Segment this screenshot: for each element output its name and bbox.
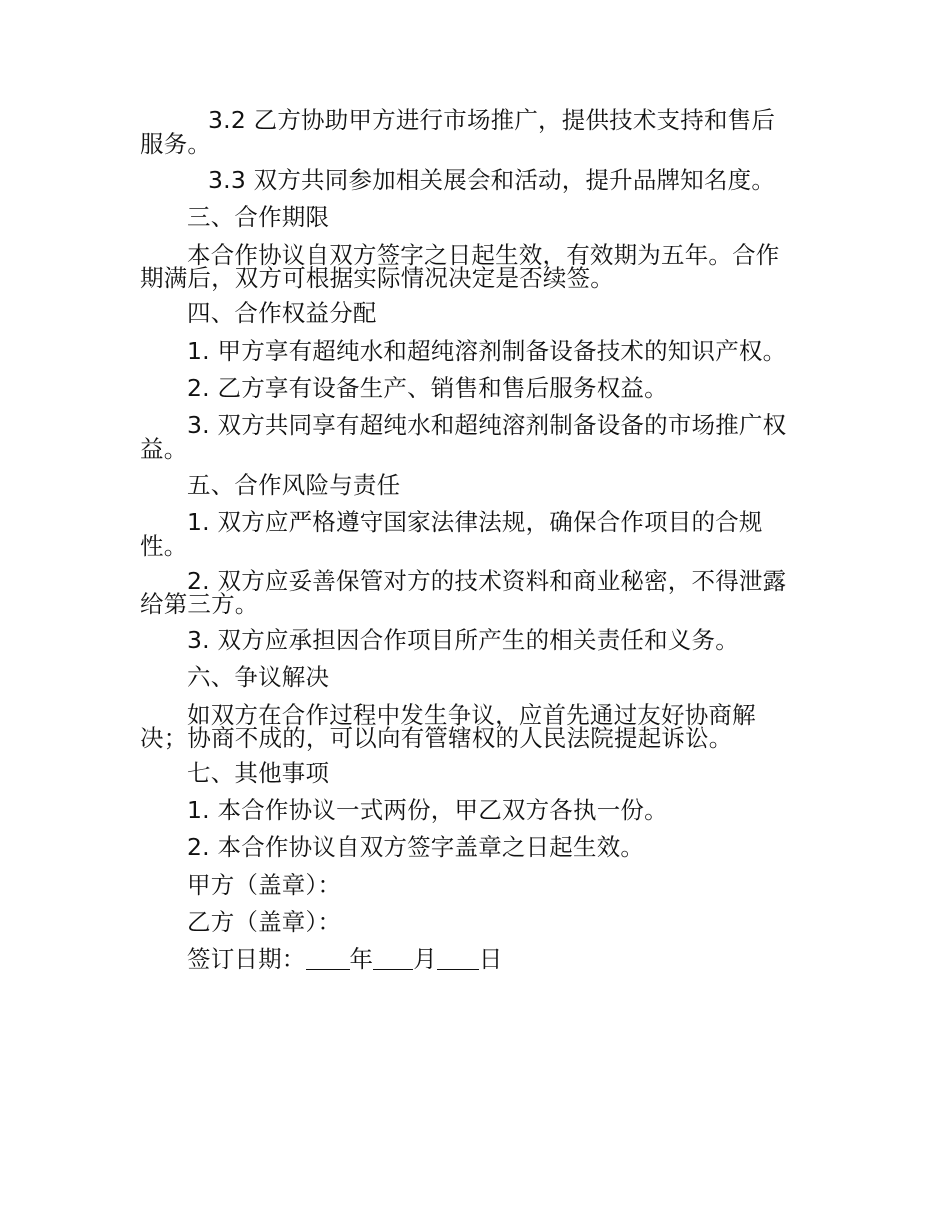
term-paragraph-line-1: 本合作协议自双方签字之日起生效，有效期为五年。合作 — [187, 241, 780, 269]
rights-item-3-line-2: 益。 — [140, 435, 188, 463]
clause-3-2-line-1: 3.2 乙方协助甲方进行市场推广，提供技术支持和售后 — [208, 106, 776, 134]
risk-item-3: 3. 双方应承担因合作项目所产生的相关责任和义务。 — [187, 626, 739, 654]
rights-item-1: 1. 甲方享有超纯水和超纯溶剂制备设备技术的知识产权。 — [187, 337, 787, 365]
section-heading-rights: 四、合作权益分配 — [187, 299, 377, 327]
month-blank — [373, 947, 413, 970]
signing-date-line — [187, 945, 503, 973]
section-heading-risk: 五、合作风险与责任 — [187, 471, 401, 499]
risk-item-2-line-1: 2. 双方应妥善保管对方的技术资料和商业秘密，不得泄露 — [187, 567, 787, 595]
other-item-2: 2. 本合作协议自双方签字盖章之日起生效。 — [187, 833, 645, 861]
party-b-seal: 乙方（盖章）： — [187, 908, 342, 936]
section-heading-dispute: 六、争议解决 — [187, 663, 330, 691]
signing-date-label: 签订日期： — [187, 945, 306, 973]
risk-item-1-line-2: 性。 — [140, 532, 188, 560]
day-blank — [437, 947, 479, 970]
year-label: 年 — [349, 945, 374, 973]
risk-item-2-line-2: 给第三方。 — [140, 590, 259, 618]
section-heading-term: 三、合作期限 — [187, 203, 330, 231]
year-blank — [306, 947, 350, 970]
risk-item-1-line-1: 1. 双方应严格遵守国家法律法规，确保合作项目的合规 — [187, 508, 763, 536]
dispute-paragraph-line-1: 如双方在合作过程中发生争议，应首先通过友好协商解 — [187, 701, 756, 729]
party-a-seal: 甲方（盖章）： — [187, 871, 342, 899]
dispute-paragraph-line-2: 决；协商不成的，可以向有管辖权的人民法院提起诉讼。 — [140, 724, 733, 752]
clause-3-2-line-2: 服务。 — [140, 130, 212, 158]
day-label: 日 — [478, 945, 503, 973]
rights-item-2: 2. 乙方享有设备生产、销售和售后服务权益。 — [187, 374, 668, 402]
month-label: 月 — [413, 945, 437, 973]
term-paragraph-line-2: 期满后，双方可根据实际情况决定是否续签。 — [140, 264, 614, 292]
other-item-1: 1. 本合作协议一式两份，甲乙双方各执一份。 — [187, 796, 668, 824]
section-heading-other: 七、其他事项 — [187, 759, 330, 787]
clause-3-3: 3.3 双方共同参加相关展会和活动，提升品牌知名度。 — [208, 166, 776, 194]
rights-item-3-line-1: 3. 双方共同享有超纯水和超纯溶剂制备设备的市场推广权 — [187, 411, 787, 439]
